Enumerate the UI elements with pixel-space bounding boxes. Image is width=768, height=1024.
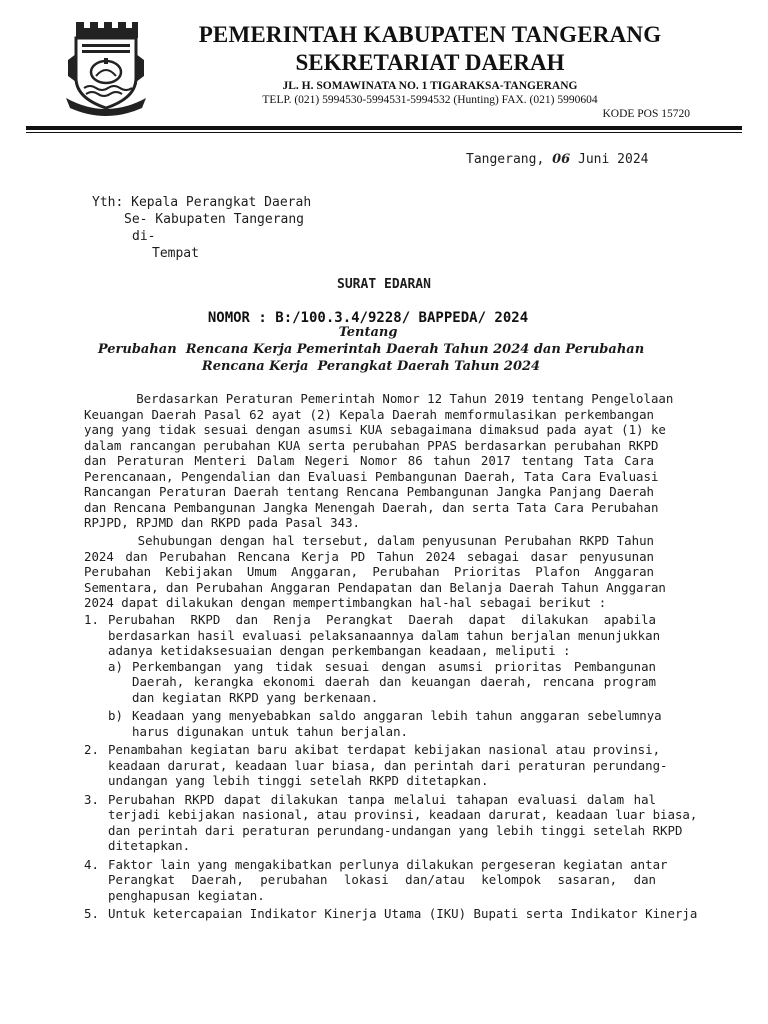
list-subitem-letter: a) bbox=[108, 658, 123, 674]
text-line: Perangkat Daerah, perubahan lokasi dan/atau kelompok sasaran, dan bbox=[108, 872, 656, 887]
paragraph-considerations bbox=[84, 533, 666, 611]
text-line: undangan yang lebih tinggi setelah RKPD ditetapkan. bbox=[108, 773, 489, 788]
list-item bbox=[84, 612, 662, 739]
text-line: Daerah, kerangka ekonomi daerah dan keuangan daerah, rencana program bbox=[132, 674, 656, 689]
document-number: NOMOR : B:/100.3.4/9228/ BAPPEDA/ 2024 bbox=[207, 310, 529, 326]
text-line: RPJPD, RPJMD dan RKPD pada Pasal 343. bbox=[84, 515, 361, 530]
subject-line-2: Rencana Kerja Perangkat Daerah Tahun 2024 bbox=[201, 359, 541, 374]
text-line: Perubahan RKPD dan Renja Perangkat Daerah dapat dilakukan apabila bbox=[108, 612, 656, 627]
date-month-year: Juni 2024 bbox=[578, 152, 649, 167]
date-day-handwritten: 06 bbox=[552, 152, 571, 167]
list-item-number: 5. bbox=[84, 906, 99, 921]
letterhead-office-name: SEKRETARIAT DAERAH bbox=[295, 50, 565, 75]
text-line: Sementara, dan Perubahan Anggaran Pendapatan dan Belanja Daerah Tahun Anggaran bbox=[84, 579, 666, 595]
text-line: dan kegiatan RKPD yang berkenaan. bbox=[132, 689, 379, 705]
recipient-line-3: di- bbox=[132, 229, 156, 244]
considerations-list bbox=[84, 612, 698, 925]
list-item bbox=[84, 791, 698, 854]
text-line: terjadi kebijakan nasional, atau provinsi, keadaan darurat, keadaan luar biasa, bbox=[108, 807, 698, 822]
text-line: keadaan darurat, keadaan luar biasa, dan perintah dari peraturan perundang- bbox=[108, 757, 668, 773]
list-item bbox=[84, 856, 668, 904]
text-line: Penambahan kegiatan baru akibat terdapat kebijakan nasional atau provinsi, bbox=[108, 742, 661, 757]
list-item-number: 3. bbox=[84, 791, 99, 807]
letterhead-address: JL. H. SOMAWINATA NO. 1 TIGARAKSA-TANGERANG bbox=[282, 80, 578, 92]
text-line: 2024 dapat dilakukan dengan mempertimbangkan hal-hal sebagai berikut : bbox=[84, 595, 607, 610]
text-line: berdasarkan hasil evaluasi pelaksanaannya dalam tahun berjalan menunjukkan bbox=[108, 627, 661, 643]
text-line: Perencanaan, Pengendalian dan Evaluasi Pembangunan Daerah, Tata Cara Evaluasi bbox=[84, 468, 659, 484]
subject-line-1: Perubahan Rencana Kerja Pemerintah Daerah Tahun 2024 dan Perubahan bbox=[97, 342, 645, 357]
list-item bbox=[84, 742, 668, 789]
text-line: ditetapkan. bbox=[108, 838, 191, 853]
list-item-number: 4. bbox=[84, 856, 99, 872]
letterhead-postal-code: KODE POS 15720 bbox=[602, 108, 690, 120]
recipient-line-4: Tempat bbox=[152, 246, 199, 261]
list-item bbox=[84, 906, 698, 922]
letterhead-divider-thin bbox=[26, 132, 742, 133]
text-line: Keuangan Daerah Pasal 62 ayat (2) Kepala Daerah memformulasikan perkembangan bbox=[84, 406, 654, 422]
list-item-number: 1. bbox=[84, 612, 99, 627]
text-line: Faktor lain yang mengakibatkan perlunya dilakukan pergeseran kegiatan antar bbox=[108, 856, 668, 872]
paragraph-legal-basis bbox=[84, 391, 674, 531]
text-line: Rancangan Peraturan Daerah tentang Rencana Pembangunan Jangka Panjang Daerah bbox=[84, 484, 654, 499]
text-line: Keadaan yang menyebabkan saldo anggaran lebih tahun anggaran sebelumnya bbox=[132, 708, 662, 723]
list-item-number: 2. bbox=[84, 742, 99, 757]
text-line: 2024 dan Perubahan Rencana Kerja PD Tahun 2024 sebagai dasar penyusunan bbox=[84, 548, 654, 564]
text-line: yang yang tidak sesuai dengan asumsi KUA sebagaimana dimaksud pada ayat (1) ke bbox=[84, 422, 666, 437]
recipient-line-2: Se- Kabupaten Tangerang bbox=[124, 212, 305, 227]
recipient-line-1: Yth: Kepala Perangkat Daerah bbox=[92, 195, 312, 210]
text-line: Untuk ketercapaian Indikator Kinerja Utama (IKU) Bupati serta Indikator Kinerja bbox=[108, 906, 698, 921]
text-line: adanya ketidaksesuaian dengan perkembangan keadaan, meliputi : bbox=[108, 643, 571, 658]
text-line: penghapusan kegiatan. bbox=[108, 887, 265, 903]
document-type-title: SURAT EDARAN bbox=[337, 277, 431, 292]
text-line: Perkembangan yang tidak sesuai dengan asumsi prioritas Pembangunan bbox=[132, 658, 656, 674]
document-about-label: Tentang bbox=[338, 325, 398, 340]
list-subitem bbox=[108, 659, 656, 706]
document-subject bbox=[80, 341, 662, 375]
list-subitem bbox=[108, 708, 662, 739]
text-line: dalam rancangan perubahan KUA serta perubahan PPAS berdasarkan perubahan RKPD bbox=[84, 437, 659, 453]
text-line: Sehubungan dengan hal tersebut, dalam penyusunan Perubahan RKPD Tahun bbox=[84, 533, 654, 548]
date-place: Tangerang, bbox=[466, 152, 545, 167]
letter-date bbox=[466, 152, 648, 167]
letterhead-phone: TELP. (021) 5994530-5994531-5994532 (Hunting) FAX. (021) 5990604 bbox=[262, 94, 598, 106]
text-line: dan perintah dari peraturan perundang-undangan yang lebih tinggi setelah RKPD bbox=[108, 822, 683, 838]
text-line: Berdasarkan Peraturan Pemerintah Nomor 12 Tahun 2019 tentang Pengelolaan bbox=[84, 391, 674, 406]
regency-emblem-icon bbox=[64, 20, 148, 116]
text-line: harus digunakan untuk tahun berjalan. bbox=[132, 723, 409, 739]
letterhead-divider-thick bbox=[26, 126, 742, 130]
text-line: Perubahan Kebijakan Umum Anggaran, Perubahan Prioritas Plafon Anggaran bbox=[84, 564, 654, 579]
letterhead-government-name: PEMERINTAH KABUPATEN TANGERANG bbox=[198, 22, 662, 47]
text-line: Perubahan RKPD dapat dilakukan tanpa melalui tahapan evaluasi dalam hal bbox=[108, 791, 656, 807]
text-line: dan Peraturan Menteri Dalam Negeri Nomor 86 tahun 2017 tentang Tata Cara bbox=[84, 453, 654, 468]
list-subitem-letter: b) bbox=[108, 708, 123, 723]
text-line: dan Rencana Pembangunan Jangka Menengah Daerah, dan serta Tata Cara Perubahan bbox=[84, 499, 659, 515]
